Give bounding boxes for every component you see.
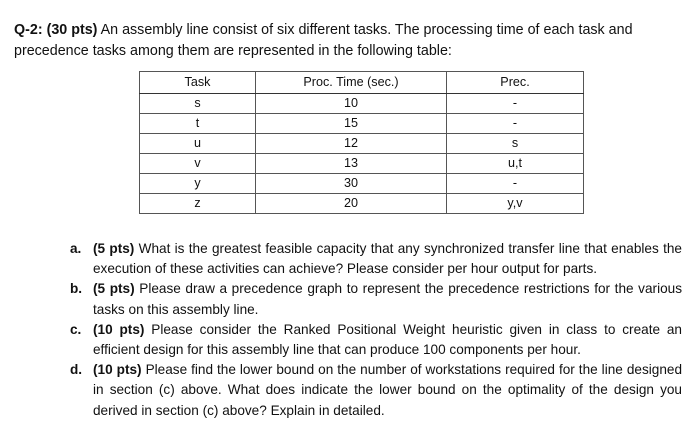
cell-time: 15	[256, 114, 447, 134]
cell-prec: u,t	[447, 154, 584, 174]
question-number: Q-2:	[14, 22, 43, 38]
cell-prec: y,v	[447, 194, 584, 214]
cell-time: 30	[256, 174, 447, 194]
cell-prec: s	[447, 134, 584, 154]
table-row	[140, 174, 584, 194]
question-points: (30 pts)	[46, 22, 98, 38]
task-table	[139, 71, 584, 214]
sub-question-letter: d.	[70, 362, 83, 378]
sub-question-points: (5 pts)	[93, 281, 135, 297]
sub-question-letter: a.	[70, 241, 82, 256]
header-precedence: Prec.	[447, 72, 584, 94]
sub-question-points: (10 pts)	[93, 321, 145, 337]
cell-task: y	[140, 174, 256, 194]
sub-questions-list	[70, 239, 682, 421]
header-proc-time: Proc. Time (sec.)	[256, 72, 447, 94]
header-task: Task	[140, 72, 256, 94]
cell-task: z	[140, 194, 256, 214]
sub-question-b	[70, 279, 682, 319]
table-row	[140, 114, 584, 134]
sub-question-text: What is the greatest feasible capacity that any synchronized transfer line that enables the execution of these activities can achieve? Please consider per hour output for parts.	[93, 241, 682, 277]
cell-prec: -	[447, 174, 584, 194]
sub-question-text: Please draw a precedence graph to represent the precedence restrictions for the various tasks on this assembly line.	[93, 281, 683, 317]
table-row	[140, 134, 584, 154]
question-intro	[14, 20, 682, 62]
sub-question-d	[70, 360, 682, 421]
cell-prec: -	[447, 94, 584, 114]
cell-time: 10	[256, 94, 447, 114]
table-header-row	[140, 72, 584, 94]
sub-question-text: Please consider the Ranked Positional Weight heuristic given in class to create an efficient design for this assembly line that can produce 100 components per hour.	[93, 321, 682, 358]
sub-question-points: (5 pts)	[93, 241, 135, 256]
cell-task: t	[140, 114, 256, 134]
question-text: An assembly line consist of six different tasks. The processing time of each task and precedence tasks among them are represented in the following table:	[14, 22, 633, 59]
sub-question-c	[70, 320, 682, 360]
sub-question-letter: c.	[70, 321, 82, 337]
cell-task: u	[140, 134, 256, 154]
cell-prec: -	[447, 114, 584, 134]
cell-time: 12	[256, 134, 447, 154]
sub-question-a	[70, 239, 682, 279]
cell-time: 20	[256, 194, 447, 214]
table-row	[140, 154, 584, 174]
table-row	[140, 194, 584, 214]
cell-time: 13	[256, 154, 447, 174]
sub-question-text: Please find the lower bound on the number of workstations required for the line designed in section (c) above. What does indicate the lower bound on the optimality of the design you derived in section (c) above? Explain in detailed.	[93, 362, 683, 418]
cell-task: s	[140, 94, 256, 114]
cell-task: v	[140, 154, 256, 174]
sub-question-letter: b.	[70, 281, 83, 297]
table-row	[140, 94, 584, 114]
sub-question-points: (10 pts)	[93, 362, 142, 378]
